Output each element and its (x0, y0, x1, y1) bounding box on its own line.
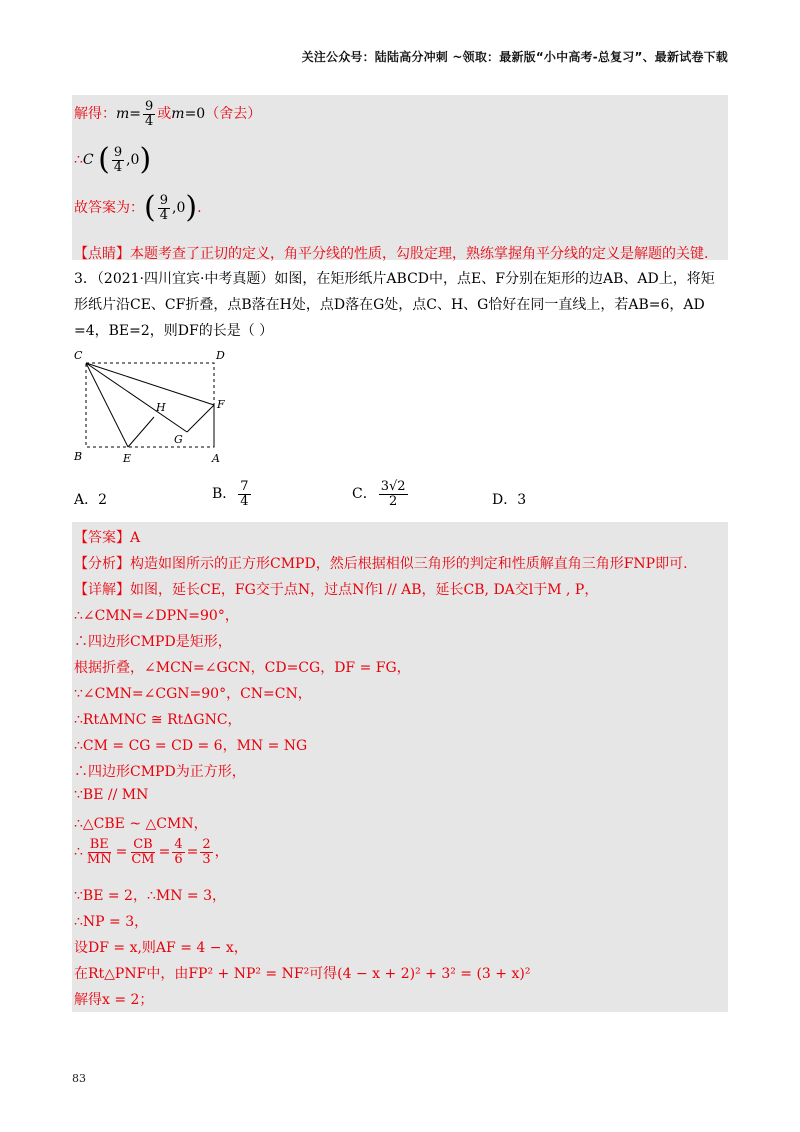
detail-line-3: ∴四边形CMPD是矩形， (74, 634, 232, 650)
den: 4 (240, 493, 249, 509)
detail-line-6: ∴RtΔMNC ≅ RtΔGNC， (74, 712, 242, 728)
text: ∴ (74, 152, 83, 168)
text: C (82, 152, 94, 168)
text: 故答案为： (74, 200, 144, 216)
fraction (238, 480, 250, 508)
label-c: C (74, 349, 83, 362)
text: 解得： (74, 106, 116, 123)
fraction (112, 146, 124, 174)
prev-line-comment: 【点睛】本题考查了正切的定义，角平分线的性质，勾股定理，熟练掌握角平分线的定义是解题的关键. (74, 246, 709, 262)
num: 4 (174, 837, 183, 852)
detail-line-10: ∴△CBE ~ △CMN， (74, 816, 208, 832)
text: ， (214, 844, 229, 861)
paren: ( (98, 142, 110, 177)
detail-line-11: ∴ $\frac{BE}{MN}$ = $\frac{CB}{CM}$ = $\frac{4}{6}$ = $\frac{2}{3}$ ， (74, 837, 229, 867)
text: 或 (157, 106, 172, 123)
seg-cg (86, 363, 187, 432)
detail-line-16: 解得x = 2； (74, 992, 154, 1008)
label-b: B (74, 450, 83, 463)
text: = (129, 106, 142, 123)
detail-line-13: ∴NP = 3， (74, 914, 149, 930)
label-h: H (156, 401, 166, 414)
num: CB (133, 837, 153, 852)
question-line-2: 形纸片沿CE、CF折叠，点B落在H处，点D落在G处，点C、H、G恰好在同一直线上，若AB=6，AD (74, 297, 705, 313)
paren: ) (185, 190, 198, 225)
fraction (129, 838, 156, 866)
page-number: 83 (72, 1072, 86, 1085)
fraction (143, 100, 155, 128)
text: m (171, 106, 185, 123)
den: 4 (113, 159, 123, 175)
num: 2 (202, 837, 211, 852)
text: ,0 (126, 152, 140, 168)
den: 2 (388, 493, 398, 509)
option-b (212, 480, 253, 508)
label-d: D (216, 349, 225, 362)
fraction (85, 838, 114, 866)
fraction (200, 838, 212, 866)
option-c (352, 480, 410, 508)
den: 4 (145, 113, 154, 129)
seg-ce (86, 363, 128, 447)
detail-line-15: 在Rt△PNF中，由FP² + NP² = NF²可得(4 − x + 2)² + 3² = (3 + x)² (74, 966, 531, 982)
num: 9 (113, 144, 123, 160)
num: 9 (159, 192, 168, 208)
geometry-figure (72, 345, 232, 465)
label-g: G (174, 433, 183, 446)
prev-line-2 (74, 142, 152, 177)
detail-line-7: ∴CM = CG = CD = 6，MN = NG (74, 738, 308, 754)
text: ,0 (172, 200, 186, 216)
detail-line-4: 根据折叠，∠MCN=∠GCN，CD=CG，DF = FG， (74, 660, 411, 676)
paren: ) (139, 142, 152, 177)
num: 7 (240, 479, 249, 494)
option-a: A．2 (74, 492, 108, 508)
text: m (116, 106, 130, 123)
prev-line-3 (74, 190, 202, 225)
detail-line-9: ∵BE // MN (74, 787, 149, 803)
fraction (379, 480, 408, 508)
option-d: D．3 (492, 492, 527, 508)
text: =0 (184, 106, 206, 123)
prev-line-1 (74, 100, 261, 128)
seg-eh (128, 417, 154, 447)
answer-label: 【答案】A (74, 530, 141, 546)
label-a: A (212, 452, 220, 465)
detail-line-1: 【详解】如图，延长CE，FG交于点N，过点N作l // AB，延长CB, DA交l于M , P， (74, 582, 599, 598)
fraction (172, 838, 184, 866)
question-line-1: 3．（2021·四川宜宾·中考真题）如图，在矩形纸片ABCD中，点E、F分别在矩形的边AB、AD上，将矩 (74, 271, 715, 287)
fraction (158, 194, 170, 222)
detail-line-5: ∵∠CMN=∠CGN=90°，CN=CN， (74, 686, 312, 702)
text: . (197, 200, 202, 216)
label-e: E (123, 452, 132, 465)
label-f: F (217, 398, 225, 411)
den: CM (131, 851, 155, 867)
den: MN (86, 851, 112, 867)
den: 6 (174, 851, 183, 867)
den: 4 (159, 207, 168, 223)
detail-line-14: 设DF = x,则AF = 4 − x， (74, 940, 248, 956)
analysis-line: 【分析】构造如图所示的正方形CMPD，然后根据相似三角形的判定和性质解直角三角形FNP即可. (74, 556, 688, 572)
detail-line-12: ∵BE = 2，∴MN = 3， (74, 888, 226, 904)
num: 3√2 (380, 479, 406, 494)
num: 9 (145, 99, 154, 114)
text: ∴ (74, 844, 83, 861)
page-header: 关注公众号：陆陆高分冲刺 ~领取：最新版“小中高考-总复习”、最新试卷下载 (301, 50, 728, 64)
question-block (74, 266, 726, 344)
seg-cf (86, 363, 214, 405)
text: C． (352, 486, 377, 503)
text: B． (212, 486, 237, 503)
paren: ( (144, 190, 156, 225)
detail-line-2: ∴∠CMN=∠DPN=90°， (74, 608, 239, 624)
text: （舍去） (205, 106, 262, 123)
detail-line-8: ∴四边形CMPD为正方形， (74, 764, 246, 780)
seg-fg (187, 405, 214, 432)
num: BE (89, 837, 109, 852)
question-line-3: =4，BE=2，则DF的长是（ ） (74, 323, 274, 339)
den: 3 (202, 851, 211, 867)
